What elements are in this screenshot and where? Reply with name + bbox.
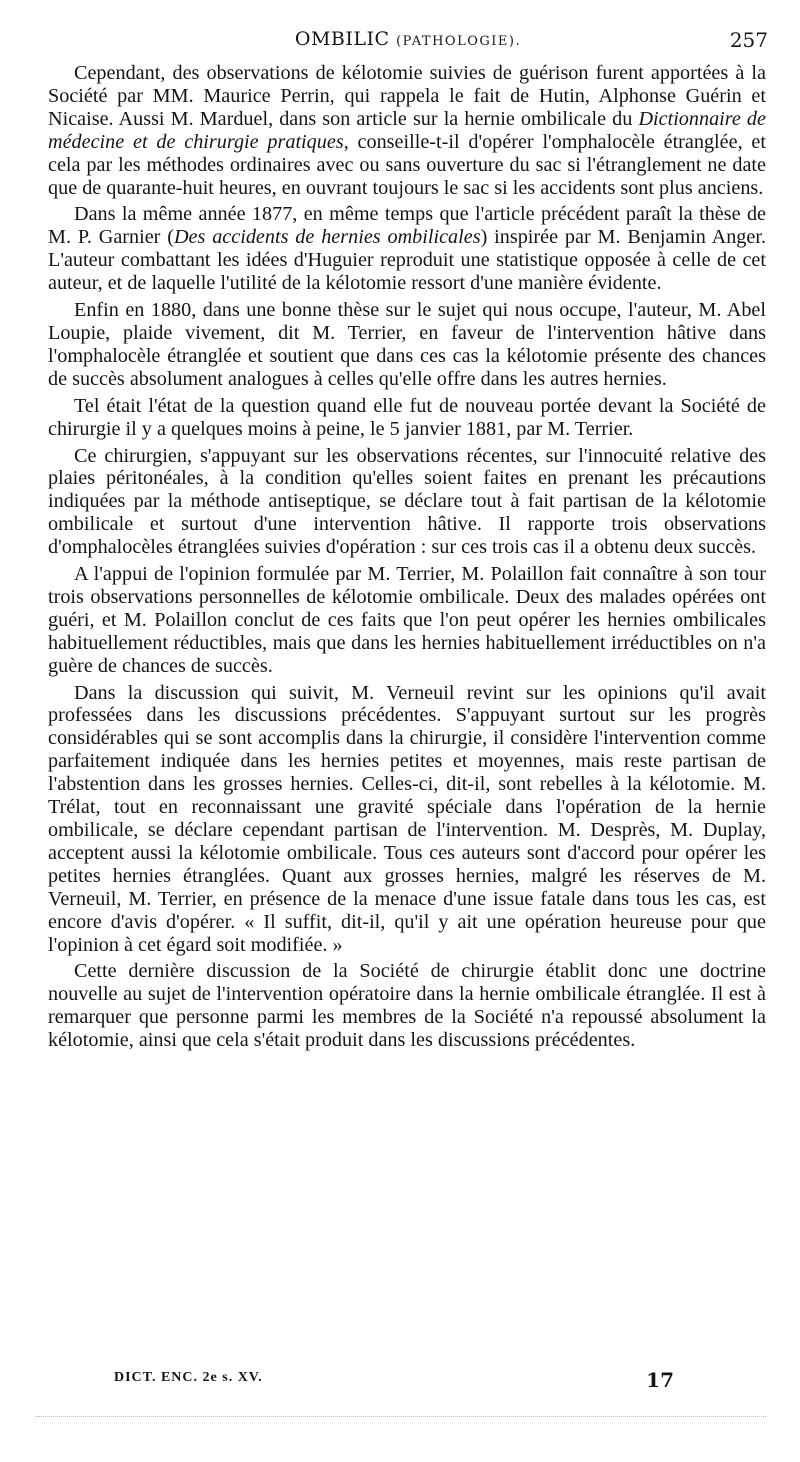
paragraph-7: Dans la discussion qui suivit, M. Verneuil revint sur les opinions qu'il avait professées dans les discussions précédentes. S'appuyant surtout sur les progrès considérables qui se sont accomplis dans la chirurgie, il considère l'intervention comme parfaitement indiquée dans les hernies petites et moyennes, mais reste partisan de l'abstention dans les grosses hernies. Celles-ci, dit-il, sont rebelles à la kélotomie. M. Trélat, tout en reconnaissant une gravité spéciale dans l'opération de la hernie ombilicale, se déclare cependant partisan de l'intervention. M. Desprès, M. Duplay, acceptent aussi la kélotomie ombilicale. Tous ces auteurs sont d'accord pour opérer les petites hernies étranglées. Quant aux grosses hernies, malgré les réserves de M. Verneuil, M. Terrier, en présence de la menace d'une issue fatale dans tous les cas, est encore d'avis d'opérer. « Il suffit, dit-il, qu'il y ait une opération heureuse pour que l'opinion à cet égard soit modifiée. » [48, 681, 766, 956]
paragraph-8: Cette dernière discussion de la Société de chirurgie établit donc une doctrine nouvelle au sujet de l'intervention opératoire dans la hernie ombilicale étranglée. Il est à remarquer que personne parmi les membres de la Société n'a repoussé absolument la kélotomie, ainsi que cela s'était produit dans les discussions précédentes. [48, 960, 766, 1052]
paragraph-5: Ce chirurgien, s'appuyant sur les observations récentes, sur l'innocuité relative des plaies péritonéales, à la condition qu'elles soient faites en prenant les précautions indiquées par la méthode antiseptique, se déclare tout à fait partisan de la kélotomie ombilicale et surtout d'une intervention hâtive. Il rapporte trois observations d'omphalocèles étranglées suivies d'opération : sur ces trois cas il a obtenu deux succès. [48, 444, 766, 559]
body-text [48, 62, 766, 1056]
thesis-title: Des accidents de hernies ombilicales [173, 226, 481, 249]
paragraph-2-end: ) inspirée par M. Benjamin Anger. L'auteur combattant les idées d'Huguier reproduit une statistique opposée à celle de cet auteur, et de laquelle l'utilité de la kélotomie ressort d'une manière évidente. [48, 226, 767, 295]
page-footer [114, 1368, 674, 1398]
paragraph-1-end: , conseille-t-il d'opérer [343, 130, 534, 153]
running-title-main: OMBILIC [294, 28, 390, 50]
paragraph-4: Tel était l'état de la question quand elle fut de nouveau portée devant la Société de chirurgie il y a quelques moins à peine, le 5 janvier 1881, par M. Terrier. [48, 394, 766, 440]
bottom-dotted-rule [36, 1416, 766, 1417]
signature-mark: DICT. ENC. 2e s. XV. [114, 1370, 263, 1385]
paragraph-1 [48, 62, 766, 199]
paragraph-3: Enfin en 1880, dans une bonne thèse sur le sujet qui nous occupe, l'auteur, M. Abel Loupie, plaide vivement, dit M. Terrier, en faveur de l'intervention hâtive dans l'omphalocèle étranglée et soutient que dans ces cas la kélotomie présente des chances de succès absolument analogues à celles qu'elle offre dans les autres hernies. [48, 299, 766, 390]
dictionary-title: Dictionnaire de médecine et de chirurgie pratiques [48, 107, 766, 153]
paragraph-6: A l'appui de l'opinion formulée par M. Terrier, M. Polaillon fait connaître à son tour trois observations personnelles de kélotomie ombilicale. Deux des malades opérées ont guéri, et M. Polaillon conclut de ces faits que l'on peut opérer les hernies ombilicales habituellement réductibles, mais que dans les hernies habituellement irréductibles on n'a guère de chances de succès. [48, 563, 766, 677]
paragraph-1-text: Cependant, des observations de kélotomie suivies de guérison furent apportées à la Société par MM. Maurice Perrin, qui rappela le fait de Hutin, Alphonse Guérin et Nicaise. Aussi M. Marduel, dans son article sur la hernie ombilicale du [48, 62, 766, 130]
running-title-subtitle: (PATHOLOGIE). [396, 34, 522, 49]
running-header [48, 28, 768, 58]
running-title [48, 28, 768, 50]
signature-number: 17 [646, 1368, 674, 1392]
paragraph-2-text: Dans la même année 1877, en même temps que l'article précédent paraît la thèse de M. P. Garnier ( [48, 203, 766, 249]
page-number: 257 [729, 28, 768, 52]
paragraph-1-cont: l'omphalocèle étranglée, et cela par les méthodes ordinaires avec ou sans ouverture du sac si l'étranglement ne date que de quarante-huit heures, en ouvrant toujours le sac si les accidents sont plus anciens. [48, 130, 766, 199]
paragraph-2 [48, 203, 766, 295]
